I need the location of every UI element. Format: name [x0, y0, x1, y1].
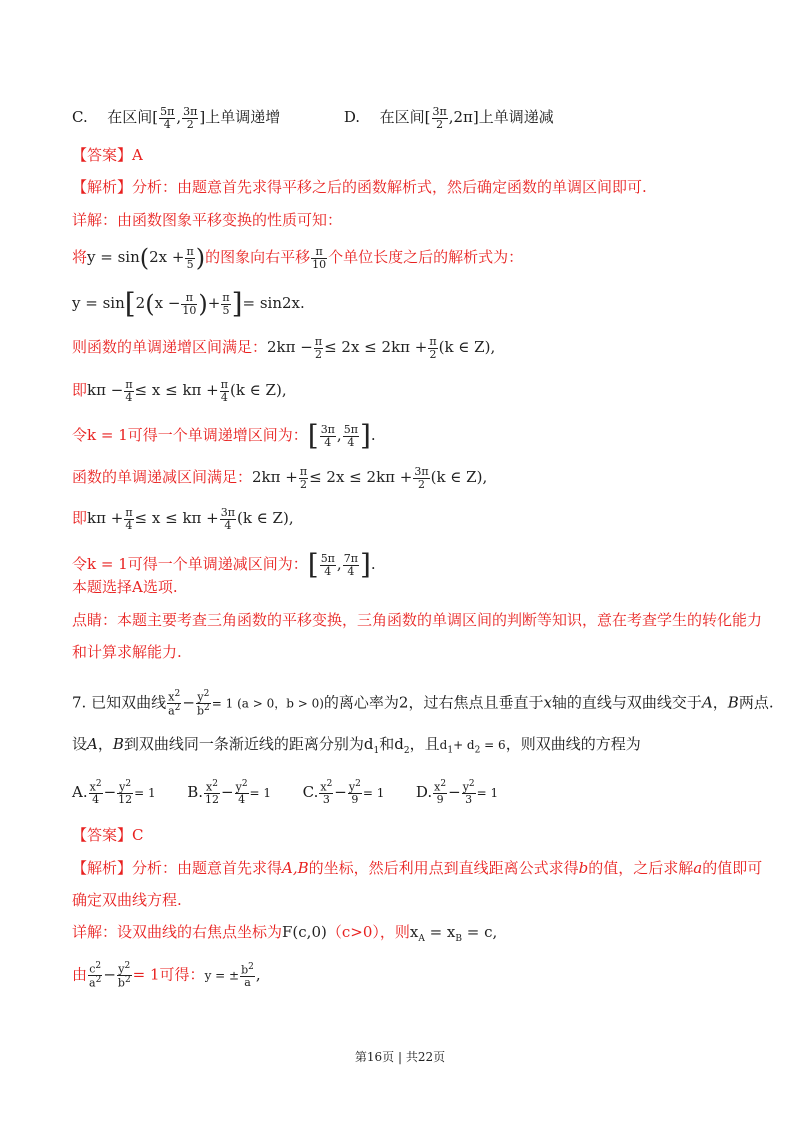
q7-last-line: 由 $\frac{c^2}{a^2}$ − $\frac{y^2}{b^2}$ = 1可得：y = ± $\frac{b^2}{a}$ , [72, 961, 261, 990]
q6-detail-intro: 详解：由函数图象平移变换的性质可知： [72, 211, 343, 229]
q6-choose: 本题选择A选项. [72, 578, 178, 596]
q6-dec-interval: 令k = 1可得一个单调递减区间为：[ $\frac{5\pi}{4}$ , $\frac{7\pi}{4}$ ]. [72, 548, 376, 581]
q7-detail: 详解：设双曲线的右焦点坐标为F(c,0)（c>0），则$x_A = x_B = c$, [72, 923, 498, 944]
q6-comment-2: 和计算求解能力. [72, 643, 182, 661]
q7-option-a: A. $\frac{x^2}{4}$ − $\frac{y^2}{12}$ = 1 [72, 779, 156, 807]
fraction: $\frac{3\pi}{2}$ [432, 105, 447, 131]
q6-shift-line: 将y = sin(2x + $\frac{\pi}{5}$ )的图象向右平移 $\frac{\pi}{10}$ 个单位长度之后的解析式为： [72, 244, 524, 273]
q6-dec-x: 即kπ + $\frac{\pi}{4}$ ≤ x ≤ kπ + $\frac{3\pi}{4}$ (k ∈ Z), [72, 506, 294, 532]
q7-stem-line-2: 设A，B到双曲线同一条渐近线的距离分别为$d_1$和$d_2$，且$d_1+ d_2 = 6$，则双曲线的方程为 [72, 735, 641, 756]
page-footer: 第16页 | 共22页 [354, 1050, 446, 1064]
q7-options [72, 780, 498, 806]
q7-option-b: B. $\frac{x^2}{12}$ − $\frac{y^2}{4}$ = 1 [187, 779, 272, 807]
option-c-text-post: ]上单调递增 [199, 108, 281, 127]
q6-answer: 【答案】A [72, 146, 143, 164]
q6-inc-cond: 则函数的单调递增区间满足：2kπ − $\frac{\pi}{2}$ ≤ 2x ≤ 2kπ + $\frac{\pi}{2}$ (k ∈ Z), [72, 335, 496, 361]
prev-question-options: C. 在区间[ $\frac{5\pi}{4}$ , $\frac{3\pi}{2}$ ]上单调递增 D. 在区间[ $\frac{3\pi}{2}$ ,2π]上单调递减 [72, 105, 554, 131]
fraction: $\frac{5\pi}{4}$ [160, 105, 175, 131]
option-c-text-pre: 在区间[ [107, 108, 159, 127]
q6-formula-line: y = sin[2(x − $\frac{\pi}{10}$ )+ $\frac{\pi}{5}$ ]= sin2x. [72, 287, 305, 320]
q6-analysis: 【解析】分析：由题意首先求得平移之后的函数解析式，然后确定函数的单调区间即可. [72, 178, 647, 196]
q6-inc-interval: 令k = 1可得一个单调递增区间为：[ $\frac{3\pi}{4}$ , $\frac{5\pi}{4}$ ]. [72, 419, 376, 452]
q7-analysis-1: 【解析】分析：由题意首先求得A,B的坐标，然后利用点到直线距离公式求得b的值，之后求解a的值即可 [72, 859, 763, 877]
q6-dec-cond: 函数的单调递减区间满足：2kπ + $\frac{\pi}{2}$ ≤ 2x ≤ 2kπ + $\frac{3\pi}{2}$ (k ∈ Z), [72, 465, 488, 491]
q7-answer: 【答案】C [72, 826, 144, 844]
q7-analysis-2: 确定双曲线方程. [72, 891, 182, 909]
q7-option-c: C. $\frac{x^2}{3}$ − $\frac{y^2}{9}$ = 1 [302, 779, 385, 807]
option-d-text-post: 上单调递减 [478, 108, 554, 127]
q7-option-d: D. $\frac{x^2}{9}$ − $\frac{y^2}{3}$ = 1 [415, 779, 499, 807]
option-d-label: D. [343, 108, 361, 127]
q6-comment-1: 点睛：本题主要考查三角函数的平移变换，三角函数的单调区间的判断等知识，意在考查学生的转化能力 [72, 611, 763, 629]
fraction: $\frac{3\pi}{2}$ [183, 105, 198, 131]
q7-stem-line-1: 7. 已知双曲线 $\frac{x^2}{a^2}$ − $\frac{y^2}{b^2}$ = 1 (a > 0，b > 0)的离心率为2，过右焦点且垂直于x轴的直线与双曲线交于A，B两点. [72, 689, 774, 718]
option-d-text-pre: 在区间[ [379, 108, 431, 127]
q6-inc-x: 即kπ − $\frac{\pi}{4}$ ≤ x ≤ kπ + $\frac{\pi}{4}$ (k ∈ Z), [72, 378, 287, 404]
option-c-label: C. [72, 108, 88, 127]
